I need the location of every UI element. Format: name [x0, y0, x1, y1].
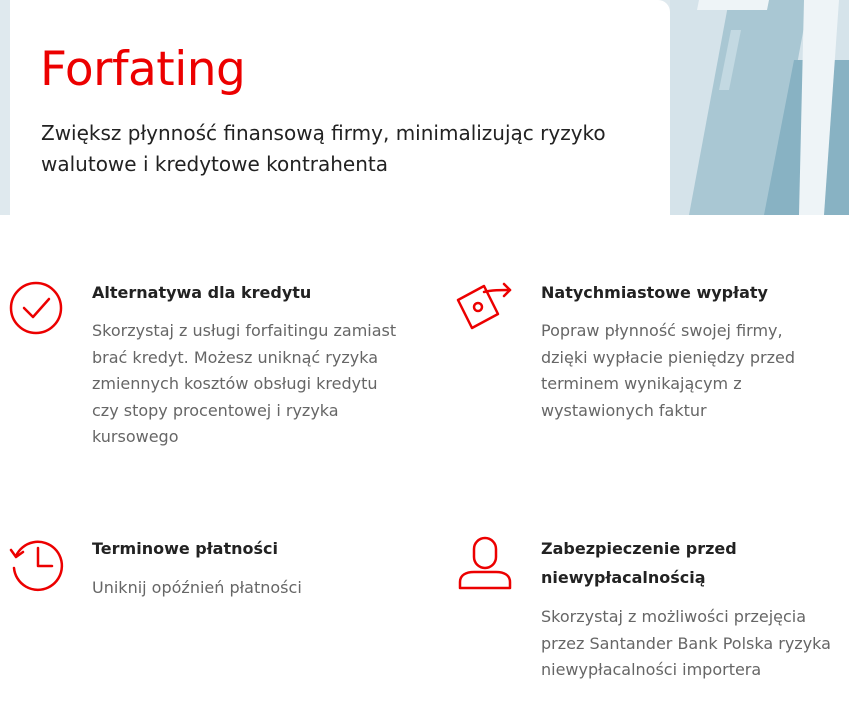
feature-title: Terminowe płatności [92, 539, 278, 558]
feature-item [8, 534, 428, 614]
feature-title: Natychmiastowe wypłaty [541, 283, 768, 302]
feature-description: Skorzystaj z możliwości przejęcia przez Santander Bank Polska ryzyka niewypłacalności importera [541, 607, 831, 679]
feature-description: Uniknij opóźnień płatności [92, 578, 302, 597]
feature-item [456, 534, 849, 694]
hero-banner [0, 0, 849, 215]
feature-title: Zabezpieczenie przed niewypłacalnością [541, 539, 737, 587]
hero-card [10, 0, 670, 215]
feature-description: Popraw płynność swojej firmy, dzięki wypłacie pieniędzy przed terminem wynikającym z wystawionych faktur [541, 321, 795, 420]
person-icon [456, 534, 514, 592]
page-title: Forfating [40, 42, 246, 97]
clock-history-icon [8, 534, 66, 592]
hero-illustration [669, 0, 849, 215]
money-transfer-icon [456, 278, 514, 336]
feature-title: Alternatywa dla kredytu [92, 283, 312, 302]
feature-description: Skorzystaj z usługi forfaitingu zamiast brać kredyt. Możesz uniknąć ryzyka zmiennych kosztów obsługi kredytu czy stopy procentowej i ryzyka kursowego [92, 321, 397, 446]
checkmark-circle-icon [8, 278, 66, 336]
feature-item [8, 278, 428, 458]
feature-item [456, 278, 849, 458]
page-subtitle: Zwiększ płynność finansową firmy, minimalizując ryzyko walutowe i kredytowe kontrahenta [41, 121, 606, 176]
